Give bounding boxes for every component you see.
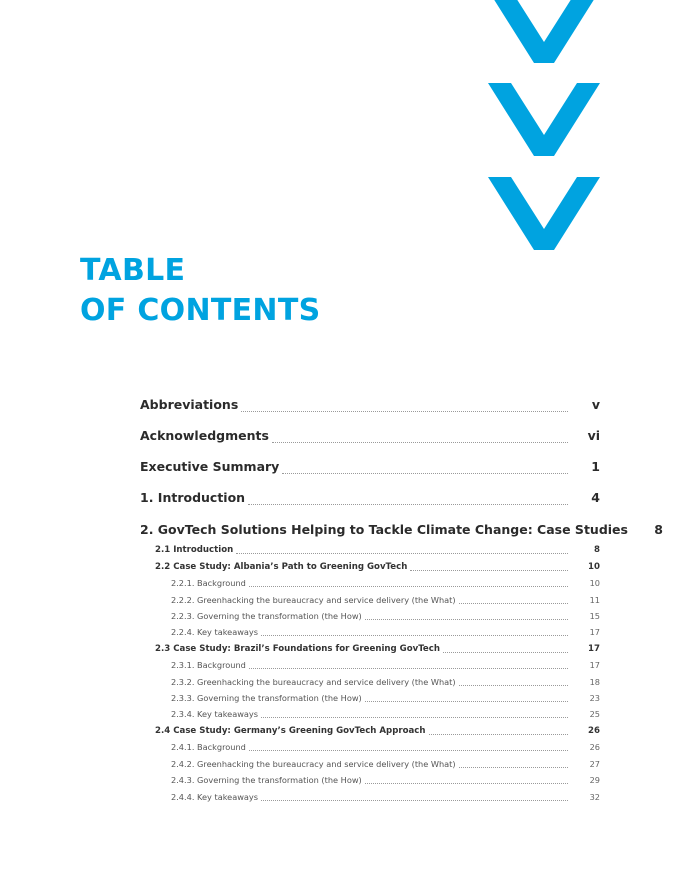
toc-entry[interactable] xyxy=(171,708,600,720)
toc-entry[interactable] xyxy=(140,396,600,414)
chevron-down-icon xyxy=(488,177,600,250)
toc-entry-page: 26 xyxy=(589,742,600,752)
toc-entry[interactable] xyxy=(155,725,600,737)
page-title-line-2: OF CONTENTS xyxy=(80,293,321,328)
toc-entry-page: 10 xyxy=(588,562,600,572)
toc-entry-label: 2.2.2. Greenhacking the bureaucracy and service delivery (the What) xyxy=(171,595,456,605)
toc-entry-label: 2.3.2. Greenhacking the bureaucracy and service delivery (the What) xyxy=(171,677,456,687)
toc-entry-label: 2.2.3. Governing the transformation (the How) xyxy=(171,611,362,621)
toc-entry-page: 29 xyxy=(589,775,600,785)
toc-entry[interactable] xyxy=(171,594,600,606)
toc-dot-leader xyxy=(236,553,568,554)
toc-entry[interactable] xyxy=(171,741,600,753)
triple-chevron-down-icon xyxy=(488,0,600,252)
toc-entry-page: 23 xyxy=(589,693,600,703)
toc-entry-page: 18 xyxy=(589,677,600,687)
toc-entry[interactable] xyxy=(171,692,600,704)
toc-entry-page: 1 xyxy=(591,459,600,474)
toc-entry-page: 8 xyxy=(594,545,600,555)
toc-dot-leader xyxy=(429,734,568,735)
toc-dot-leader xyxy=(248,504,568,505)
toc-entry-page: 15 xyxy=(589,611,600,621)
toc-dot-leader xyxy=(410,570,568,571)
toc-dot-leader xyxy=(272,442,568,443)
chevron-down-icon xyxy=(488,0,600,63)
toc-entry-label: 2.3 Case Study: Brazil’s Foundations for Greening GovTech xyxy=(155,644,440,654)
toc-entry[interactable] xyxy=(171,791,600,803)
toc-dot-leader xyxy=(249,586,568,587)
toc-entry-label: Executive Summary xyxy=(140,459,280,474)
toc-dot-leader xyxy=(261,635,568,636)
toc-dot-leader xyxy=(282,473,568,474)
toc-entry[interactable] xyxy=(140,489,600,507)
toc-entry[interactable] xyxy=(171,676,600,688)
toc-entry-label: 2.3.4. Key takeaways xyxy=(171,709,259,719)
toc-entry-page: 17 xyxy=(589,627,600,637)
toc-entry-label: 1. Introduction xyxy=(140,490,246,505)
toc-entry[interactable] xyxy=(171,659,600,671)
toc-entry-label: 2.4.3. Governing the transformation (the How) xyxy=(171,775,362,785)
toc-entry-label: 2.3.1. Background xyxy=(171,660,246,670)
toc-entry[interactable] xyxy=(171,774,600,786)
toc-entry[interactable] xyxy=(171,626,600,638)
toc-entry-page: 25 xyxy=(589,709,600,719)
toc-entry-page: 27 xyxy=(589,759,600,769)
toc-entry-page: v xyxy=(591,397,600,412)
toc-entry-label: Acknowledgments xyxy=(140,428,269,443)
toc-entry[interactable] xyxy=(140,427,600,445)
toc-dot-leader xyxy=(459,767,568,768)
toc-entry-label: 2.4.4. Key takeaways xyxy=(171,792,259,802)
toc-entry-page: 11 xyxy=(589,595,600,605)
toc-entry-label: 2.2.4. Key takeaways xyxy=(171,627,259,637)
toc-entry-label: 2.4.1. Background xyxy=(171,742,246,752)
toc-dot-leader xyxy=(365,701,568,702)
toc-entry-label: 2.4 Case Study: Germany’s Greening GovTech Approach xyxy=(155,726,426,736)
toc-dot-leader xyxy=(249,668,568,669)
toc-entry[interactable] xyxy=(155,643,600,655)
toc-entry-page: vi xyxy=(587,428,600,443)
chevron-down-icon xyxy=(488,83,600,156)
toc-entry-page: 26 xyxy=(588,726,600,736)
toc-entry[interactable] xyxy=(171,758,600,770)
toc-entry-page: 8 xyxy=(654,522,663,537)
toc-entry-page: 10 xyxy=(589,578,600,588)
toc-entry-page: 17 xyxy=(588,644,600,654)
toc-entry-label: 2.2 Case Study: Albania’s Path to Greening GovTech xyxy=(155,562,408,572)
page-title-line-1: TABLE xyxy=(80,253,186,288)
toc-dot-leader xyxy=(261,717,568,718)
toc-entry[interactable] xyxy=(171,610,600,622)
toc-entry-page: 4 xyxy=(591,490,600,505)
toc-dot-leader xyxy=(365,783,568,784)
toc-entry[interactable] xyxy=(140,458,600,476)
toc-entry-label: Abbreviations xyxy=(140,397,239,412)
toc-entry-label: 2.1 Introduction xyxy=(155,545,234,555)
toc-entry-label: 2.3.3. Governing the transformation (the How) xyxy=(171,693,362,703)
toc-dot-leader xyxy=(261,800,568,801)
toc-dot-leader xyxy=(443,652,568,653)
toc-entry[interactable] xyxy=(171,577,600,589)
toc-dot-leader xyxy=(241,411,568,412)
toc-entry-label: 2.4.2. Greenhacking the bureaucracy and service delivery (the What) xyxy=(171,759,456,769)
toc-dot-leader xyxy=(365,619,568,620)
toc-entry[interactable] xyxy=(155,561,600,573)
toc-entry-label: 2. GovTech Solutions Helping to Tackle Climate Change: Case Studies xyxy=(140,522,628,537)
toc-entry-page: 32 xyxy=(589,792,600,802)
toc-entry[interactable] xyxy=(140,521,663,539)
toc-entry[interactable] xyxy=(155,544,600,556)
toc-dot-leader xyxy=(459,685,568,686)
page-title xyxy=(80,251,321,331)
toc-dot-leader xyxy=(459,603,568,604)
toc-entry-page: 17 xyxy=(589,660,600,670)
toc-entry-label: 2.2.1. Background xyxy=(171,578,246,588)
toc-dot-leader xyxy=(249,750,568,751)
